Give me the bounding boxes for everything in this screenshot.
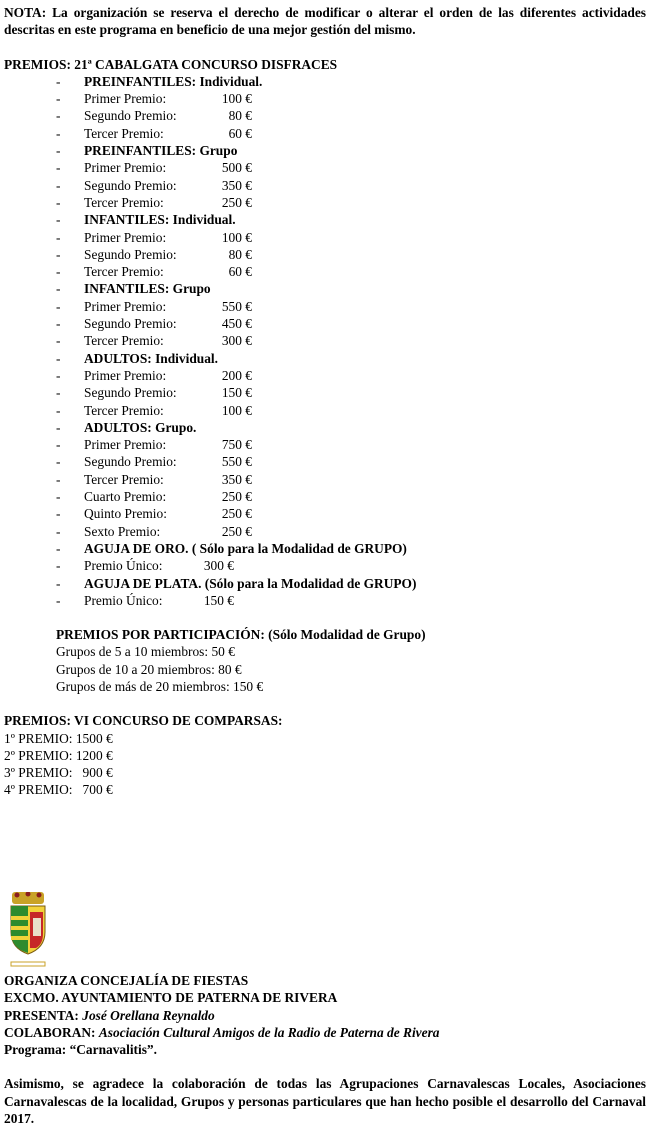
- prize-amount: 250 €: [221, 506, 252, 522]
- colaboran-label: COLABORAN:: [4, 1024, 96, 1040]
- prize-amount: 60 €: [228, 264, 252, 280]
- prize-label: Segundo Premio:: [84, 385, 177, 401]
- prize-label: Primer Premio:: [84, 160, 167, 176]
- list-bullet: -: [56, 177, 61, 193]
- prize-label: Tercer Premio:: [84, 125, 164, 141]
- prize-row: [4, 523, 646, 540]
- prize-row: [4, 263, 646, 280]
- presenta-label: PRESENTA:: [4, 1007, 79, 1023]
- prize-label: Premio Único:: [84, 592, 163, 608]
- list-bullet: -: [56, 506, 61, 522]
- prize-category: [4, 419, 646, 436]
- prize-label: Cuarto Premio:: [84, 489, 167, 505]
- nota-paragraph: [4, 4, 646, 39]
- participacion-title: PREMIOS POR PARTICIPACIÓN: (Sólo Modalidad de Grupo): [56, 627, 426, 643]
- prize-row: [4, 229, 646, 246]
- list-bullet: -: [56, 143, 61, 159]
- prize-amount: 60 €: [228, 125, 252, 141]
- prize-category: [4, 73, 646, 90]
- prize-category-title: ADULTOS: Individual.: [84, 350, 218, 366]
- prize-amount: 250 €: [221, 523, 252, 539]
- list-bullet: -: [56, 91, 61, 107]
- prize-row: [4, 315, 646, 332]
- prize-category-title: INFANTILES: Individual.: [84, 212, 236, 228]
- programa-line: Programa: “Carnavalitis”.: [4, 1042, 157, 1058]
- list-bullet: -: [56, 385, 61, 401]
- prize-label: Tercer Premio:: [84, 333, 164, 349]
- prize-category: [4, 142, 646, 159]
- agradecimiento-paragraph: Asimismo, se agradece la colaboración de todas las Agrupaciones Carnavalescas Locales, Asociaciones Carnavalescas de la localidad, Grupos y personas particulares que han hecho posible el desarrollo del Carnaval 2017.: [4, 1076, 646, 1127]
- colaboran-value: Asociación Cultural Amigos de la Radio de Paterna de Rivera: [98, 1024, 440, 1040]
- participacion-line: Grupos de 5 a 10 miembros: 50 €: [56, 644, 235, 660]
- list-bullet: -: [56, 73, 61, 89]
- organiza-line: ORGANIZA CONCEJALÍA DE FIESTAS: [4, 973, 249, 988]
- prize-row: [4, 367, 646, 384]
- prize-category: [4, 575, 646, 592]
- prize-label: Tercer Premio:: [84, 264, 164, 280]
- prize-label: Primer Premio:: [84, 91, 167, 107]
- list-bullet: -: [56, 402, 61, 418]
- prize-label: Segundo Premio:: [84, 454, 177, 470]
- prize-amount: 80 €: [228, 246, 252, 262]
- prize-amount: 100 €: [221, 402, 252, 418]
- list-bullet: -: [56, 575, 61, 591]
- prize-label: Primer Premio:: [84, 229, 167, 245]
- prize-row: [4, 298, 646, 315]
- list-bullet: -: [56, 471, 61, 487]
- list-bullet: -: [56, 125, 61, 141]
- prize-row: [4, 125, 646, 142]
- prize-label: Segundo Premio:: [84, 316, 177, 332]
- list-bullet: -: [56, 316, 61, 332]
- comparsas-title: PREMIOS: VI CONCURSO DE COMPARSAS:: [4, 713, 283, 729]
- prize-amount: 150 €: [221, 385, 252, 401]
- prize-category-title: AGUJA DE ORO. ( Sólo para la Modalidad de GRUPO): [84, 540, 407, 556]
- prize-amount: 100 €: [221, 91, 252, 107]
- prize-category: [4, 211, 646, 228]
- list-bullet: -: [56, 160, 61, 176]
- prize-amount: 80 €: [228, 108, 252, 124]
- footer: [4, 972, 646, 1127]
- prize-amount: 300 €: [203, 558, 234, 574]
- list-bullet: -: [56, 194, 61, 210]
- prize-row: [4, 332, 646, 349]
- list-bullet: -: [56, 558, 61, 574]
- cabalgata-title: PREMIOS: 21ª CABALGATA CONCURSO DISFRACES: [4, 56, 338, 72]
- prize-row: [4, 177, 646, 194]
- prize-row: [4, 90, 646, 107]
- document-page: [4, 4, 646, 799]
- prize-category: [4, 540, 646, 557]
- prize-label: Segundo Premio:: [84, 177, 177, 193]
- prize-label: Primer Premio:: [84, 298, 167, 314]
- prize-amount: 300 €: [221, 333, 252, 349]
- prize-label: Primer Premio:: [84, 367, 167, 383]
- colaboran-line: [4, 1024, 646, 1041]
- prize-row: [4, 505, 646, 522]
- list-bullet: -: [56, 298, 61, 314]
- prize-amount: 200 €: [221, 367, 252, 383]
- comparsas-line: 2º PREMIO: 1200 €: [4, 747, 113, 763]
- prize-label: Primer Premio:: [84, 437, 167, 453]
- list-bullet: -: [56, 264, 61, 280]
- prize-amount: 500 €: [221, 160, 252, 176]
- list-bullet: -: [56, 350, 61, 366]
- list-bullet: -: [56, 592, 61, 608]
- prize-amount: 250 €: [221, 489, 252, 505]
- prize-amount: 250 €: [221, 194, 252, 210]
- list-bullet: -: [56, 281, 61, 297]
- prize-amount: 100 €: [221, 229, 252, 245]
- comparsas-line: 1º PREMIO: 1500 €: [4, 730, 113, 746]
- prize-amount: 450 €: [221, 316, 252, 332]
- prize-row: [4, 488, 646, 505]
- comparsas-line: 3º PREMIO: 900 €: [4, 765, 113, 781]
- prize-category-title: ADULTOS: Grupo.: [84, 419, 197, 435]
- comparsas-line: 4º PREMIO: 700 €: [4, 782, 113, 798]
- ayuntamiento-line: EXCMO. AYUNTAMIENTO DE PATERNA DE RIVERA: [4, 990, 338, 1006]
- list-bullet: -: [56, 454, 61, 470]
- prize-label: Segundo Premio:: [84, 246, 177, 262]
- list-bullet: -: [56, 212, 61, 228]
- list-bullet: -: [56, 419, 61, 435]
- prize-amount: 550 €: [221, 454, 252, 470]
- prize-row: [4, 194, 646, 211]
- prize-category: [4, 280, 646, 297]
- prize-row: [4, 592, 646, 609]
- prize-row: [4, 159, 646, 176]
- prize-row: [4, 557, 646, 574]
- prize-row: [4, 384, 646, 401]
- presenta-value: José Orellana Reynaldo: [82, 1007, 215, 1023]
- prize-row: [4, 436, 646, 453]
- prize-label: Sexto Premio:: [84, 523, 161, 539]
- prize-category-title: PREINFANTILES: Individual.: [84, 73, 263, 89]
- list-bullet: -: [56, 229, 61, 245]
- prize-amount: 150 €: [203, 592, 234, 608]
- prize-label: Segundo Premio:: [84, 108, 177, 124]
- nota-label: NOTA: [4, 5, 42, 20]
- list-bullet: -: [56, 489, 61, 505]
- prize-label: Quinto Premio:: [84, 506, 167, 522]
- prize-category-title: INFANTILES: Grupo: [84, 281, 211, 297]
- prize-row: [4, 246, 646, 263]
- coat-of-arms-logo: [8, 892, 48, 968]
- prize-label: Tercer Premio:: [84, 471, 164, 487]
- prize-category: [4, 350, 646, 367]
- list-bullet: -: [56, 108, 61, 124]
- participacion-line: Grupos de 10 a 20 miembros: 80 €: [56, 661, 242, 677]
- list-bullet: -: [56, 333, 61, 349]
- presenta-line: [4, 1007, 646, 1024]
- participacion-line: Grupos de más de 20 miembros: 150 €: [56, 678, 264, 694]
- list-bullet: -: [56, 437, 61, 453]
- prize-category-title: AGUJA DE PLATA. (Sólo para la Modalidad de GRUPO): [84, 575, 417, 591]
- prize-amount: 350 €: [221, 177, 252, 193]
- nota-text: : La organización se reserva el derecho de modificar o alterar el orden de las diferentes actividades descritas en este programa en beneficio de una mejor gestión del mismo.: [4, 5, 646, 38]
- prize-amount: 750 €: [221, 437, 252, 453]
- prize-row: [4, 402, 646, 419]
- prize-row: [4, 107, 646, 124]
- prize-label: Premio Único:: [84, 558, 163, 574]
- list-bullet: -: [56, 523, 61, 539]
- prize-row: [4, 453, 646, 470]
- cabalgata-prize-list: [4, 73, 646, 609]
- prize-label: Tercer Premio:: [84, 194, 164, 210]
- prize-row: [4, 471, 646, 488]
- prize-label: Tercer Premio:: [84, 402, 164, 418]
- list-bullet: -: [56, 540, 61, 556]
- prize-category-title: PREINFANTILES: Grupo: [84, 143, 238, 159]
- prize-amount: 350 €: [221, 471, 252, 487]
- list-bullet: -: [56, 246, 61, 262]
- prize-amount: 550 €: [221, 298, 252, 314]
- list-bullet: -: [56, 367, 61, 383]
